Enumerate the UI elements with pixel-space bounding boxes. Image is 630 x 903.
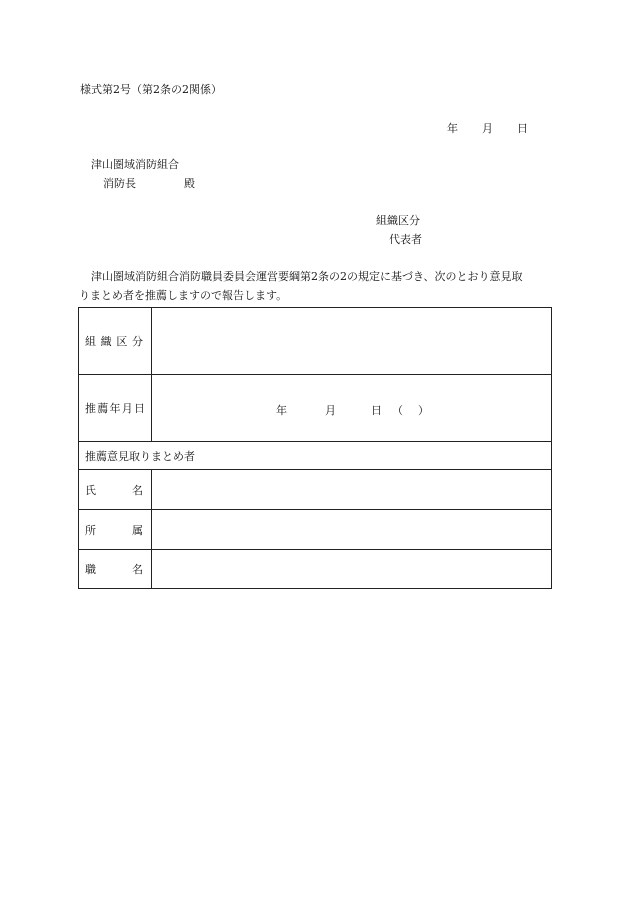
date-label-char: 年	[109, 402, 121, 415]
position-label-char: 名	[132, 563, 143, 576]
date-label-cell	[79, 375, 152, 442]
recommendation-table	[78, 307, 552, 589]
body-line-1: 津山圏域消防組合消防職員委員会運営要綱第2条の2の規定に基づき、次のとおり意見取	[91, 270, 523, 283]
name-label-cell	[79, 470, 152, 510]
org-label-cell	[79, 308, 152, 375]
org-label-char: 区	[116, 335, 128, 348]
position-label-char: 職	[85, 563, 96, 576]
addressee-honorific: 殿	[184, 177, 195, 190]
position-label-cell	[79, 550, 152, 589]
org-value-field[interactable]	[152, 308, 552, 375]
recommend-date-day: 日	[371, 404, 382, 417]
sender-rep-label: 代表者	[389, 233, 422, 246]
date-label-char: 日	[134, 402, 145, 415]
position-field[interactable]	[152, 550, 552, 589]
section-header: 推薦意見取りまとめ者	[79, 442, 552, 470]
form-number: 様式第2号（第2条の2関係）	[80, 83, 222, 96]
affiliation-label-char: 所	[85, 523, 96, 537]
weekday-open-paren: （	[392, 404, 403, 417]
table-row	[79, 308, 552, 375]
name-label-char: 氏	[85, 483, 96, 497]
weekday-close-paren: ）	[418, 404, 429, 417]
recommend-date-year: 年	[276, 404, 287, 417]
date-day-label: 日	[517, 122, 528, 135]
org-label-char: 織	[100, 335, 112, 348]
name-label	[85, 482, 143, 498]
date-label-char: 推	[85, 402, 96, 415]
date-label-char: 月	[121, 402, 133, 415]
name-label-char: 名	[132, 483, 143, 497]
table-row	[79, 510, 552, 550]
table-row	[79, 470, 552, 510]
table-row	[79, 550, 552, 589]
affiliation-label-cell	[79, 510, 152, 550]
affiliation-label	[85, 522, 143, 538]
org-label	[85, 333, 143, 349]
addressee-org: 津山圏域消防組合	[91, 158, 179, 171]
table-row	[79, 375, 552, 442]
sender-org-label: 組織区分	[376, 214, 420, 227]
affiliation-field[interactable]	[152, 510, 552, 550]
name-field[interactable]	[152, 470, 552, 510]
position-label	[85, 561, 143, 577]
org-label-char: 分	[131, 335, 143, 348]
date-month-label: 月	[482, 122, 493, 135]
recommend-date-month: 月	[325, 404, 336, 417]
date-label-char: 薦	[97, 402, 109, 415]
affiliation-label-char: 属	[132, 523, 143, 537]
recommend-date-label	[85, 400, 145, 416]
table-row	[79, 442, 552, 470]
date-year-label: 年	[447, 122, 458, 135]
addressee-title: 消防長	[103, 177, 136, 190]
org-label-char: 組	[85, 335, 96, 348]
body-line-2: りまとめ者を推薦しますので報告します。	[79, 289, 288, 302]
recommend-date-field[interactable]	[152, 375, 552, 442]
